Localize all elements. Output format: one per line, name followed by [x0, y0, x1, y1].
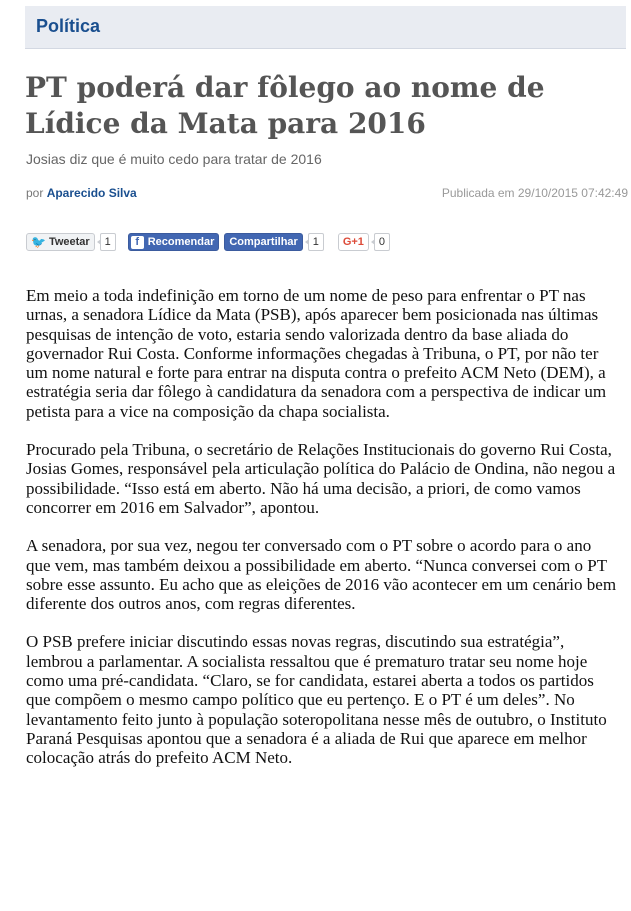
share-button[interactable] [224, 233, 302, 251]
section-link-politica[interactable]: Política [36, 16, 101, 36]
author-link[interactable]: Aparecido Silva [46, 186, 137, 200]
article-headline: PT poderá dar fôlego ao nome de Lídice da Mata para 2016 [25, 71, 545, 140]
twitter-bird-icon: 🐦 [31, 235, 46, 249]
article-body [26, 286, 618, 787]
article-paragraph: Em meio a toda indefinição em torno de um nome de peso para enfrentar o PT nas urnas, a senadora Lídice da Mata (PSB), após aparecer bem posicionada nas últimas pesquisas de intenção de voto, estaria sendo valorizada dentro da base aliada do governador Rui Costa. Conforme informações chegadas à Tribuna, o PT, por não ter um nome natural e forte para entrar na disputa contra o prefeito ACM Neto (DEM), a estratégia seria dar fôlego à candidatura da senadora com a perspectiva de indicar um petista para a vice na composição da chapa socialista. [26, 286, 607, 421]
gplus-count: 0 [374, 233, 390, 251]
byline-prefix: por [26, 186, 44, 200]
facebook-icon: f [131, 236, 144, 249]
recommend-button[interactable] [128, 233, 220, 251]
tweet-label: Tweetar [48, 236, 90, 248]
article-paragraph: A senadora, por sua vez, negou ter conversado com o PT sobre o acordo para o ano que vem, mas também deixou a possibilidade em aberto. “Nunca conversei com o PT sobre esse assunto. Eu acho que as eleições de 2016 vão acontecer em um cenário bem diferente dos outros anos, com regras diferentes. [26, 536, 617, 614]
article-subtitle: Josias diz que é muito cedo para tratar de 2016 [26, 151, 322, 167]
share-count: 1 [308, 233, 324, 251]
section-header [25, 6, 626, 49]
tweet-button[interactable] [26, 233, 95, 251]
publish-date: Publicada em 29/10/2015 07:42:49 [441, 186, 628, 200]
share-bar [26, 231, 390, 253]
gplus-label: G+1 [342, 236, 364, 248]
byline [26, 186, 628, 200]
article-paragraph: Procurado pela Tribuna, o secretário de Relações Institucionais do governo Rui Costa, Josias Gomes, responsável pela articulação política do Palácio de Ondina, não negou a possibilidade. “Isso está em aberto. Não há uma decisão, a priori, de como vamos concorrer em 2016 em Salvador”, apontou. [26, 440, 616, 517]
recommend-label: Recomendar [147, 236, 215, 248]
gplus-button[interactable] [338, 233, 369, 251]
article-paragraph: O PSB prefere iniciar discutindo essas novas regras, discutindo sua estratégia”, lembrou a parlamentar. A socialista ressaltou que é prematuro tratar seu nome hoje como uma pré-candidata. “Claro, se for candidata, estarei aberta a todos os partidos que compõem o mesmo campo político que eu pertenço. E o PT é um deles”. No levantamento feito junto à população soteropolitana nesse mês de outubro, o Instituto Paraná Pesquisas apontou que a senadora é a aliada de Rui que aparece em melhor colocação atrás do prefeito ACM Neto. [26, 632, 607, 768]
tweet-count: 1 [100, 233, 116, 251]
share-label: Compartilhar [229, 236, 298, 248]
